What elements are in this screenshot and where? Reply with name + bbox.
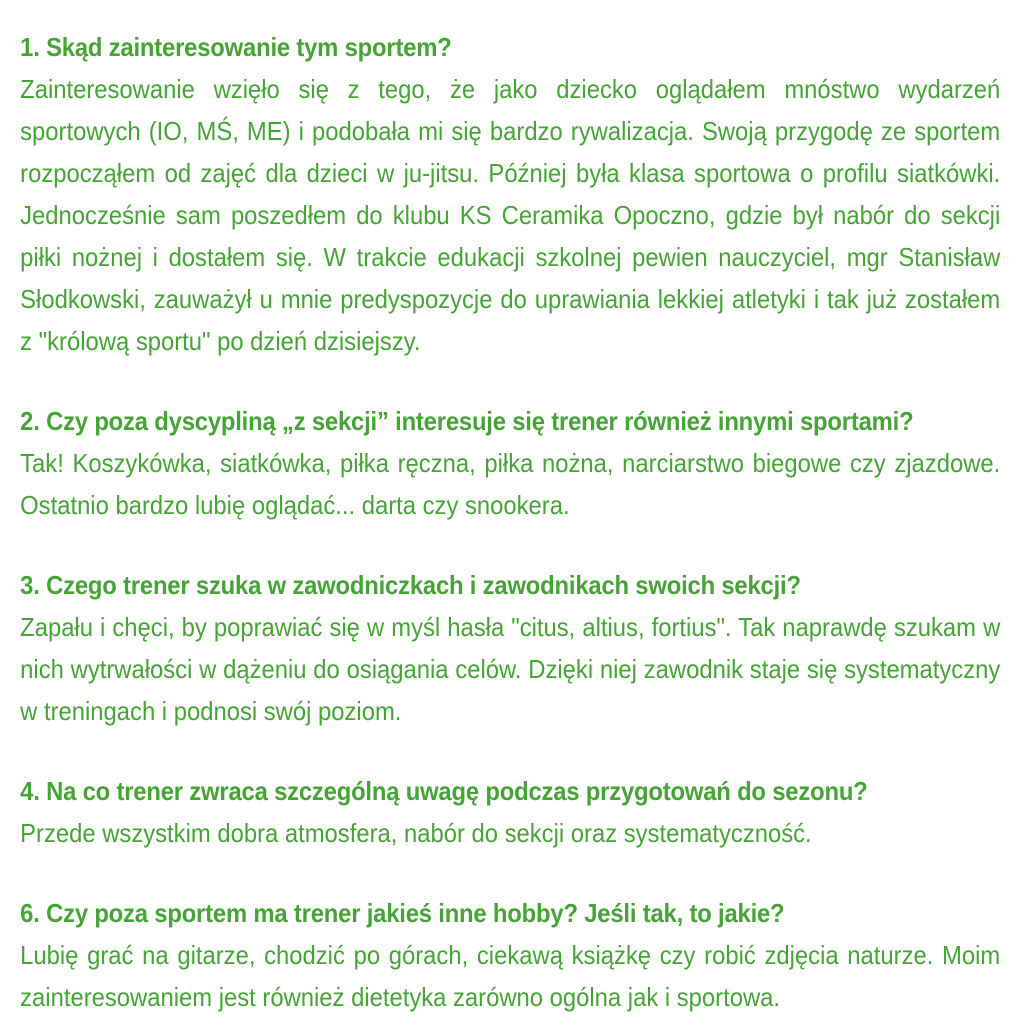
- interview-section: [20, 26, 1000, 362]
- question-heading: 6. Czy poza sportem ma trener jakieś inne hobby? Jeśli tak, to jakie?: [20, 898, 785, 928]
- question-heading: 2. Czy poza dyscypliną „z sekcji” interesuje się trener również innymi sportami?: [20, 406, 914, 436]
- answer-paragraph: Przede wszystkim dobra atmosfera, nabór do sekcji oraz systematyczność.: [20, 818, 812, 848]
- answer-paragraph: Lubię grać na gitarze, chodzić po górach, ciekawą książkę czy robić zdjęcia naturze. Moim zainteresowaniem jest również dietetyka zarówno ogólna jak i sportowa.: [20, 940, 1001, 1012]
- interview-section: [20, 770, 1000, 854]
- interview-section: [20, 400, 1000, 526]
- question-heading: 3. Czego trener szuka w zawodniczkach i zawodnikach swoich sekcji?: [20, 570, 801, 600]
- interview-section: [20, 892, 1000, 1018]
- answer-paragraph: Tak! Koszykówka, siatkówka, piłka ręczna, piłka nożna, narciarstwo biegowe czy zjazdowe. Ostatnio bardzo lubię oglądać... darta czy snookera.: [20, 448, 1001, 520]
- interview-section: [20, 564, 1000, 732]
- question-heading: 1. Skąd zainteresowanie tym sportem?: [20, 32, 452, 62]
- answer-paragraph: Zainteresowanie wzięło się z tego, że jako dziecko oglądałem mnóstwo wydarzeń sportowych (IO, MŚ, ME) i podobała mi się bardzo rywalizacja. Swoją przygodę ze sportem rozpocząłem od zajęć dla dzieci w ju-jitsu. Później była klasa sportowa o profilu siatkówki. Jednocześnie sam poszedłem do klubu KS Ceramika Opoczno, gdzie był nabór do sekcji piłki nożnej i dostałem się. W trakcie edukacji szkolnej pewien nauczyciel, mgr Stanisław Słodkowski, zauważył u mnie predyspozycje do uprawiania lekkiej atletyki i tak już zostałem z "królową sportu" po dzień dzisiejszy.: [20, 74, 1001, 356]
- question-heading: 4. Na co trener zwraca szczególną uwagę podczas przygotowań do sezonu?: [20, 776, 868, 806]
- answer-paragraph: Zapału i chęci, by poprawiać się w myśl hasła "citus, altius, fortius". Tak naprawdę szukam w nich wytrwałości w dążeniu do osiągania celów. Dzięki niej zawodnik staje się systematyczny w treningach i podnosi swój poziom.: [20, 612, 1001, 726]
